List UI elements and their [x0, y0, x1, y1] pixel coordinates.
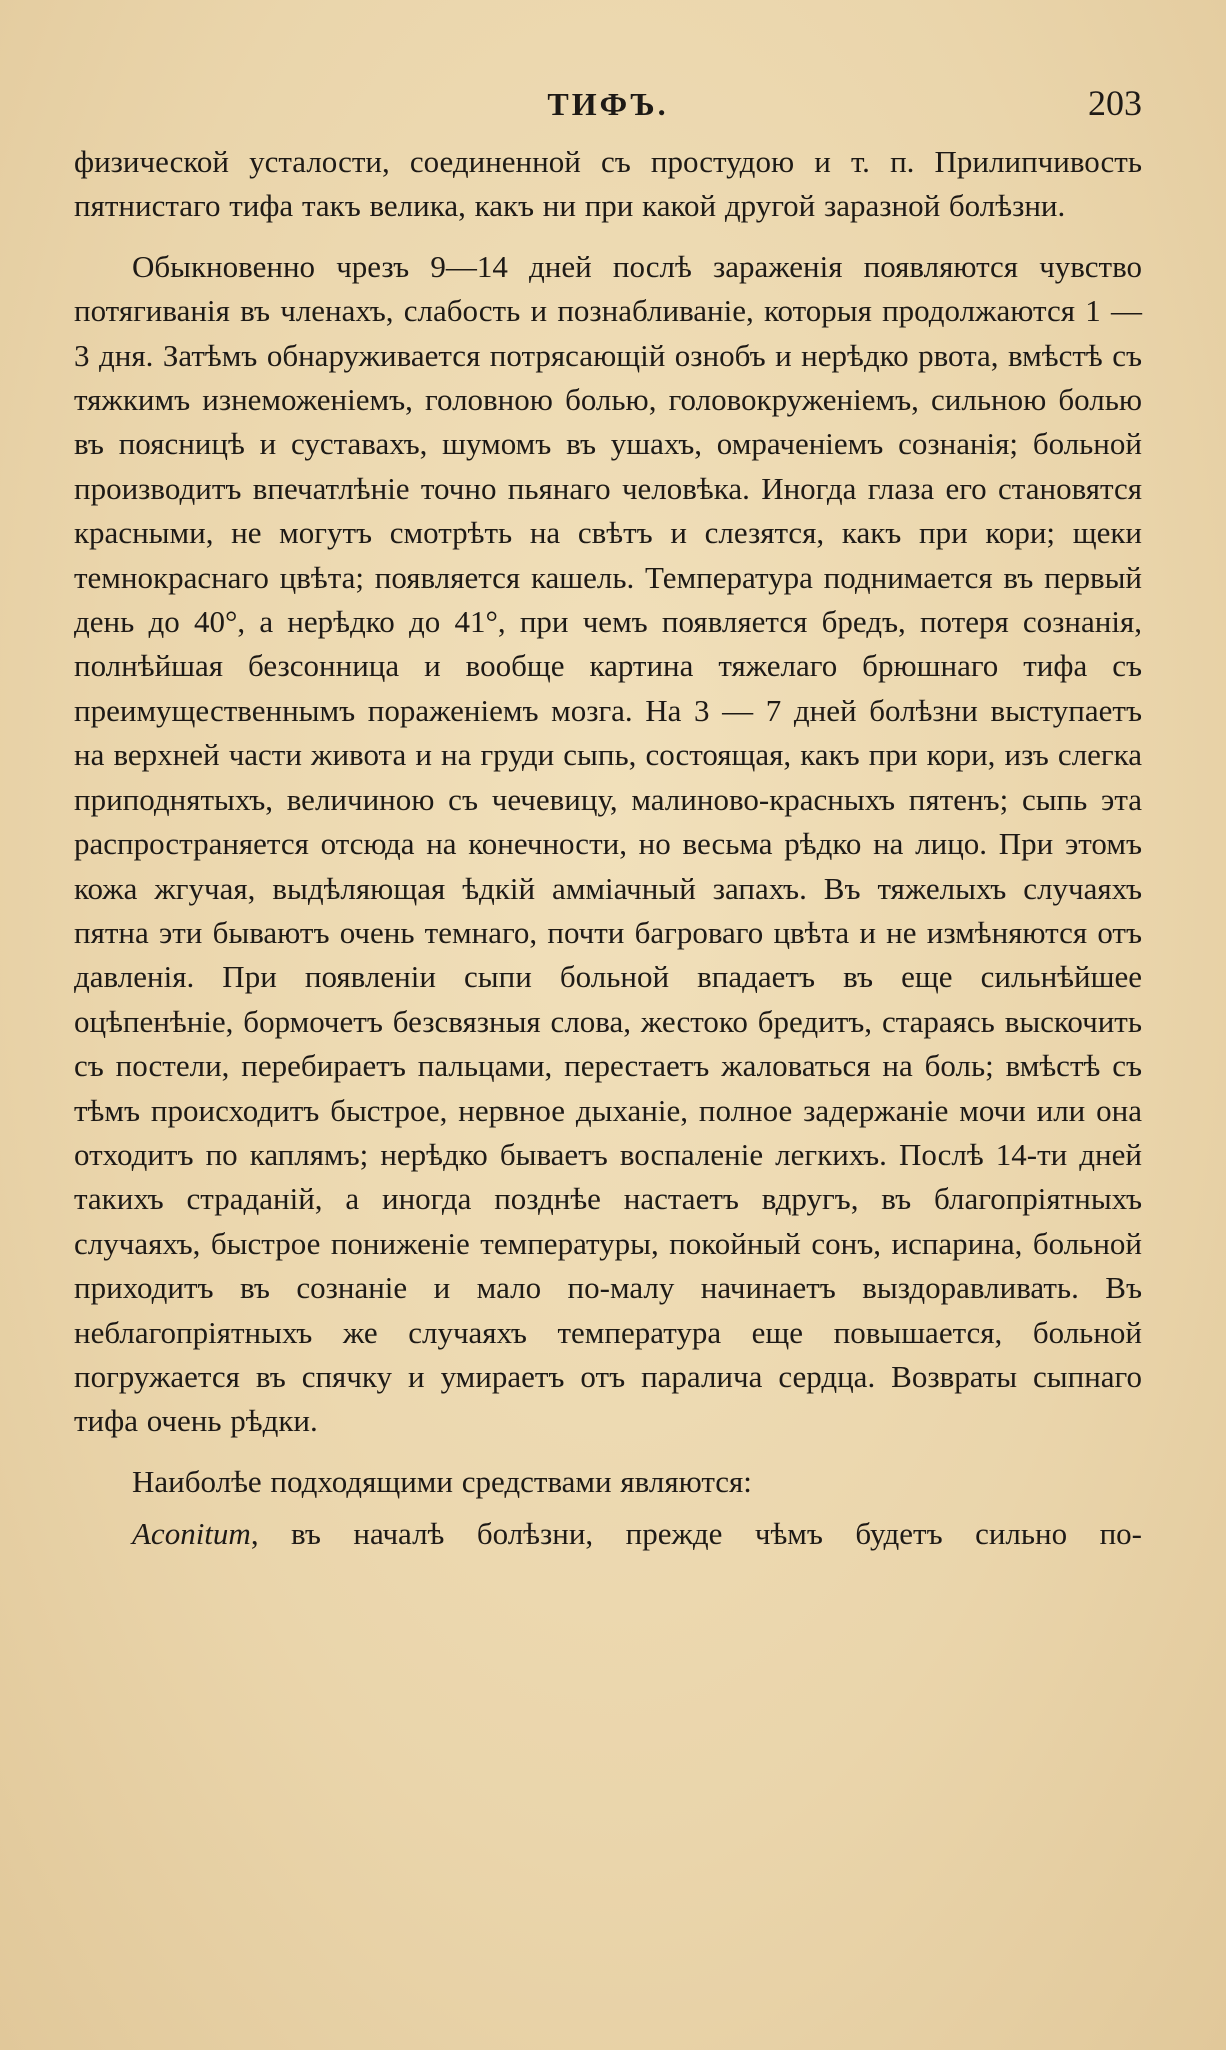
running-head: ТИФЪ.	[547, 86, 669, 122]
remedy-name: Aconitum	[132, 1516, 251, 1552]
page-header	[74, 80, 1142, 140]
page-number: 203	[1088, 83, 1142, 123]
paragraph-aconitum	[74, 1512, 1142, 1556]
paragraph-remedies-intro: Наиболѣе подходящими средствами являются:	[132, 1463, 752, 1499]
remedy-text: , въ началѣ болѣзни, прежде чѣмъ будетъ сильно по-	[250, 1516, 1142, 1552]
paragraph-continuation: физической усталости, соединенной съ простудою и т. п. Прилипчивость пятнистаго тифа такъ велика, какъ ни при какой другой заразной болѣзни.	[74, 144, 1142, 224]
paragraph-symptoms: Обыкновенно чрезъ 9—14 дней послѣ зараженія появляются чувство потягиванія въ членахъ, слабость и познабливаніе, которыя продолжаются 1 — 3 дня. Затѣмъ обнаруживается потрясающій ознобъ и нерѣдко рвота, вмѣстѣ съ тяжкимъ изнеможеніемъ, головною болью, головокруженіемъ, сильною болью въ поясницѣ и суставахъ, шумомъ въ ушахъ, омраченіемъ сознанія; больной производитъ впечатлѣніе точно пьянаго человѣка. Иногда глаза его становятся красными, не могутъ смотрѣть на свѣтъ и слезятся, какъ при кори; щеки темнокраснаго цвѣта; появляется кашель. Температура поднимается въ первый день до 40°, а нерѣдко до 41°, при чемъ появляется бредъ, потеря сознанія, полнѣйшая безсонница и вообще картина тяжелаго брюшнаго тифа съ преимущественнымъ пораженіемъ мозга. На 3 — 7 дней болѣзни выступаетъ на верхней части живота и на груди сыпь, состоящая, какъ при кори, изъ слегка приподнятыхъ, величиною съ чечевицу, малиново-красныхъ пятенъ; сыпь эта распространяется отсюда на конечности, но весьма рѣдко на лицо. При этомъ кожа жгучая, выдѣляющая ѣдкій амміачный запахъ. Въ тяжелыхъ случаяхъ пятна эти бываютъ очень темнаго, почти багроваго цвѣта и не измѣняются отъ давленія. При появленіи сыпи больной впадаетъ въ еще сильнѣйшее оцѣпенѣніе, бормочетъ безсвязныя слова, жестоко бредитъ, стараясь выскочить съ постели, перебираетъ пальцами, перестаетъ жаловаться на боль; вмѣстѣ съ тѣмъ происходитъ быстрое, нервное дыханіе, полное задержаніе мочи или она отходитъ по каплямъ; нерѣдко бываетъ воспаленіе легкихъ. Послѣ 14-ти дней такихъ страданій, а иногда позднѣе настаетъ вдругъ, въ благопріятныхъ случаяхъ, быстрое пониженіе температуры, покойный сонъ, испарина, больной приходитъ въ сознаніе и мало по-малу начинаетъ выздоравливать. Въ неблагопріятныхъ же случаяхъ температура еще повышается, больной погружается въ спячку и умираетъ отъ паралича сердца. Возвраты сыпнаго тифа очень рѣдки.	[74, 248, 1142, 1439]
book-page	[74, 80, 1142, 1557]
